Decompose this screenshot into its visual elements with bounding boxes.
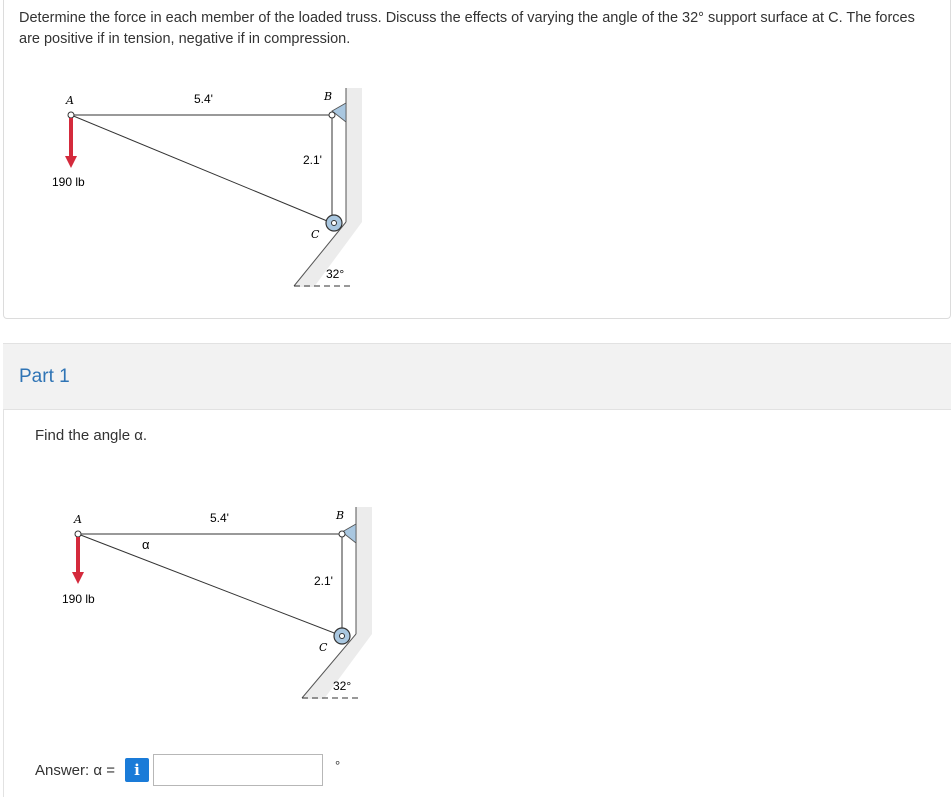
label-c: C xyxy=(311,228,320,241)
label-b: B xyxy=(336,509,345,522)
pin-a xyxy=(75,531,81,537)
label-c: C xyxy=(319,641,328,654)
info-icon[interactable]: i xyxy=(125,758,149,782)
alpha-label: α xyxy=(142,537,150,552)
problem-statement: Determine the force in each member of the loaded truss. Discuss the effects of varying the angle of the 32° support surface at C. The forces are positive if in tension, negative if in compression. xyxy=(19,10,915,47)
answer-label: Answer: α = xyxy=(35,762,115,779)
pin-b xyxy=(329,112,335,118)
load-label: 190 lb xyxy=(52,175,85,189)
label-a: A xyxy=(74,513,82,526)
part-header[interactable] xyxy=(3,343,951,410)
question-prompt: Find the angle α. xyxy=(35,427,148,444)
angle-label: 32° xyxy=(326,267,345,281)
degree-unit: ° xyxy=(335,758,341,773)
load-label: 190 lb xyxy=(62,592,95,606)
dim-horizontal: 5.4' xyxy=(194,92,213,106)
wall-shape xyxy=(294,88,362,287)
angle-label: 32° xyxy=(333,679,352,693)
dim-vertical: 2.1' xyxy=(303,153,322,167)
truss-figure-part1 xyxy=(44,499,384,709)
label-b: B xyxy=(324,90,333,103)
label-a: A xyxy=(66,94,74,107)
part-title: Part 1 xyxy=(19,366,70,387)
pin-a xyxy=(68,112,74,118)
part-body xyxy=(3,409,951,797)
problem-card xyxy=(3,0,951,319)
answer-row xyxy=(35,753,375,787)
answer-input[interactable] xyxy=(153,754,323,786)
dim-horizontal: 5.4' xyxy=(210,511,229,525)
truss-figure-top xyxy=(14,80,374,305)
dim-vertical: 2.1' xyxy=(314,574,333,588)
pin-b xyxy=(339,531,345,537)
